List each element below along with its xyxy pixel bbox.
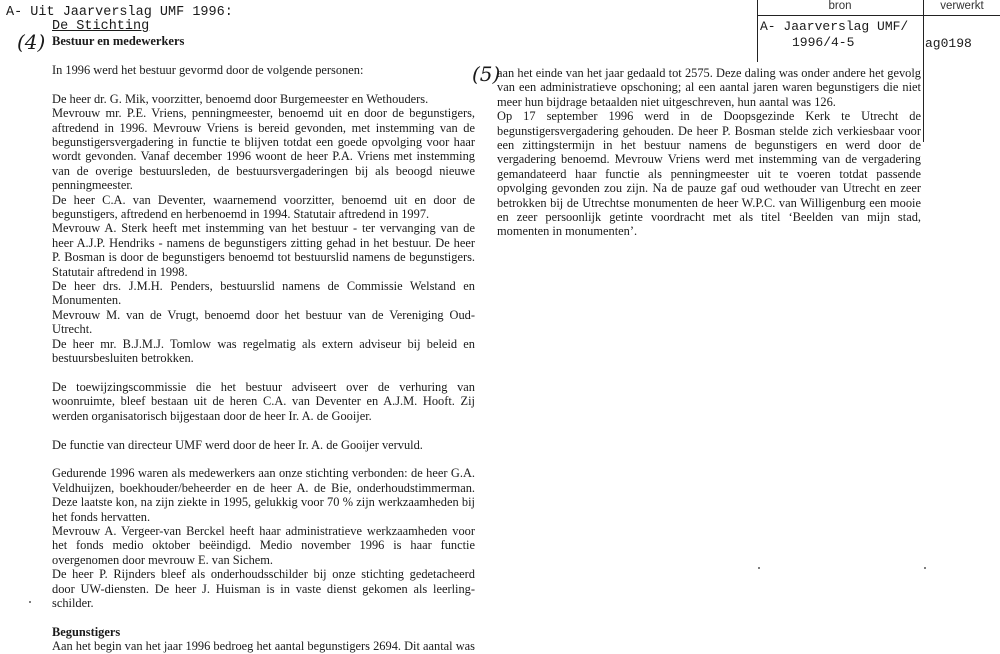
director-paragraph: De functie van directeur UMF werd door de heer Ir. A. de Gooijer vervuld. [52,437,423,452]
board-member-paragraph: De heer drs. J.M.H. Penders, bestuurslid namens de Commissie Welstand en Monumenten. [52,279,475,308]
board-member-paragraph: De heer C.A. van Deventer, waarnemend voorzitter, benoemd uit en door de begunstigers, aftredend en herbenoemd in 1994. Statutair aftredend in 1997. [52,192,475,222]
document-subheading: De Stichting [52,19,150,34]
section-title: Bestuur en medewerkers [52,34,185,48]
scan-speck [758,567,760,569]
staff-paragraph: De heer P. Rijnders bleef als onderhoudsschilder bij onze stichting gedetacheerd door UW-diensten. De heer J. Huisman is in vaste dienst gekomen als leerling-schilder. [52,567,475,610]
source-box-header-bron: bron [828,0,852,12]
source-box-header-verwerkt: verwerkt [940,0,984,12]
source-box-header-rule [757,15,1000,16]
source-reference-line2: 1996/4-5 [792,35,855,50]
scan-speck [29,601,31,603]
right-text-column [497,66,921,239]
source-reference-line1: A- Jaarverslag UMF/ [760,19,909,34]
processed-code: ag0198 [925,36,972,51]
intro-paragraph: In 1996 werd het bestuur gevormd door de volgende personen: [52,63,364,77]
begunstigers-paragraph-continued: aan het einde van het jaar gedaald tot 2575. Deze daling was onder andere het gevolg van een administratieve opschoning; al een aantal jaren waren begunstigers die niet meer hun bijdrage betaalden niet uitgeschreven, hun aantal was 126. [497,66,921,109]
board-member-paragraph: Mevrouw A. Sterk heeft met instemming van het bestuur - ter vervanging van de heer A.J.P. Hendriks - namens de begunstigers zitting gehad in het bestuur. De heer P. Bosman is door de begunstigers benoemd tot bestuurslid namens de begunstigers. Statutair aftredend in 1998. [52,221,475,279]
source-box-divider [923,0,924,142]
board-member-paragraph: Mevrouw M. van de Vrugt, benoemd door het bestuur van de Vereniging Oud-Utrecht. [52,307,475,337]
board-member-paragraph: Mevrouw mr. P.E. Vriens, penningmeester, benoemd uit en door de begunstigers, aftredend in 1996. Mevrouw Vriens is bereid gevonden, met instemming van de begunstigersvergadering in functie te blijven totdat een goede opvolging voor haar wordt gevonden. Vanaf december 1996 woont de heer P.A. Vriens met instemming van de overige bestuursleden, de bestuursvergaderingen bij als beoogd nieuwe penningmeester. [52,106,475,193]
begunstigers-heading: Begunstigers [52,624,121,639]
staff-paragraph: Gedurende 1996 waren als medewerkers aan onze stichting verbonden: de heer G.A. Veldhuijzen, boekhouder/beheerder en de heer A. de Bie, onderhoudstimmerman. Deze laatste kon, na zijn ziekte in 1995, gelukkig voor 70 % zijn werkzaamheden bij het fonds hervatten. [52,466,475,524]
handwritten-page-number-left: (4) [17,30,46,54]
commission-paragraph: De toewijzingscommissie die het bestuur adviseert over de verhuring van woonruimte, bleef bestaan uit de heren C.A. van Deventer en A.J.M. Hooft. Zij werden organisatorisch bijgestaan door de heer Ir. A. de Gooijer. [52,379,475,423]
meeting-paragraph: Op 17 september 1996 werd in de Doopsgezinde Kerk te Utrecht de begunstigersvergadering gehouden. De heer P. Bosman stelde zich verkiesbaar voor een zittingstermijn in het bestuur namens de begunstigers en werd door de vergadering benoemd. Mevrouw Vriens werd met instemming van de vergadering gemandateerd haar functie als penningmeester uit te voeren totdat passende opvolging gevonden zou zijn. Na de pauze gaf oud wethouder van Utrecht en zeer betrokken bij de Utrechtse monumenten de heer W.P.C. van Willigenburg een mooie en zeer persoonlijk getinte voordracht met als titel ‘Beelden van mijn stad, momenten in monumenten’. [497,109,921,239]
board-member-paragraph: De heer dr. G. Mik, voorzitter, benoemd door Burgemeester en Wethouders. [52,91,429,106]
staff-paragraph: Mevrouw A. Vergeer-van Berckel heeft haar administratieve werkzaamheden voor het fonds medio oktober beëindigd. Medio november 1996 is haar functie overgenomen door mevrouw E. van Sichem. [52,523,475,567]
handwritten-page-number-right: (5) [472,62,501,86]
begunstigers-paragraph-start: Aan het begin van het jaar 1996 bedroeg het aantal begunstigers 2694. Dit aantal was [52,639,475,654]
document-heading: A- Uit Jaarverslag UMF 1996: [6,5,233,20]
board-member-paragraph: De heer mr. B.J.M.J. Tomlow was regelmatig als extern adviseur bij beleid en bestuursbesluiten betrokken. [52,336,475,366]
left-text-column [52,63,475,654]
scan-speck [924,567,926,569]
